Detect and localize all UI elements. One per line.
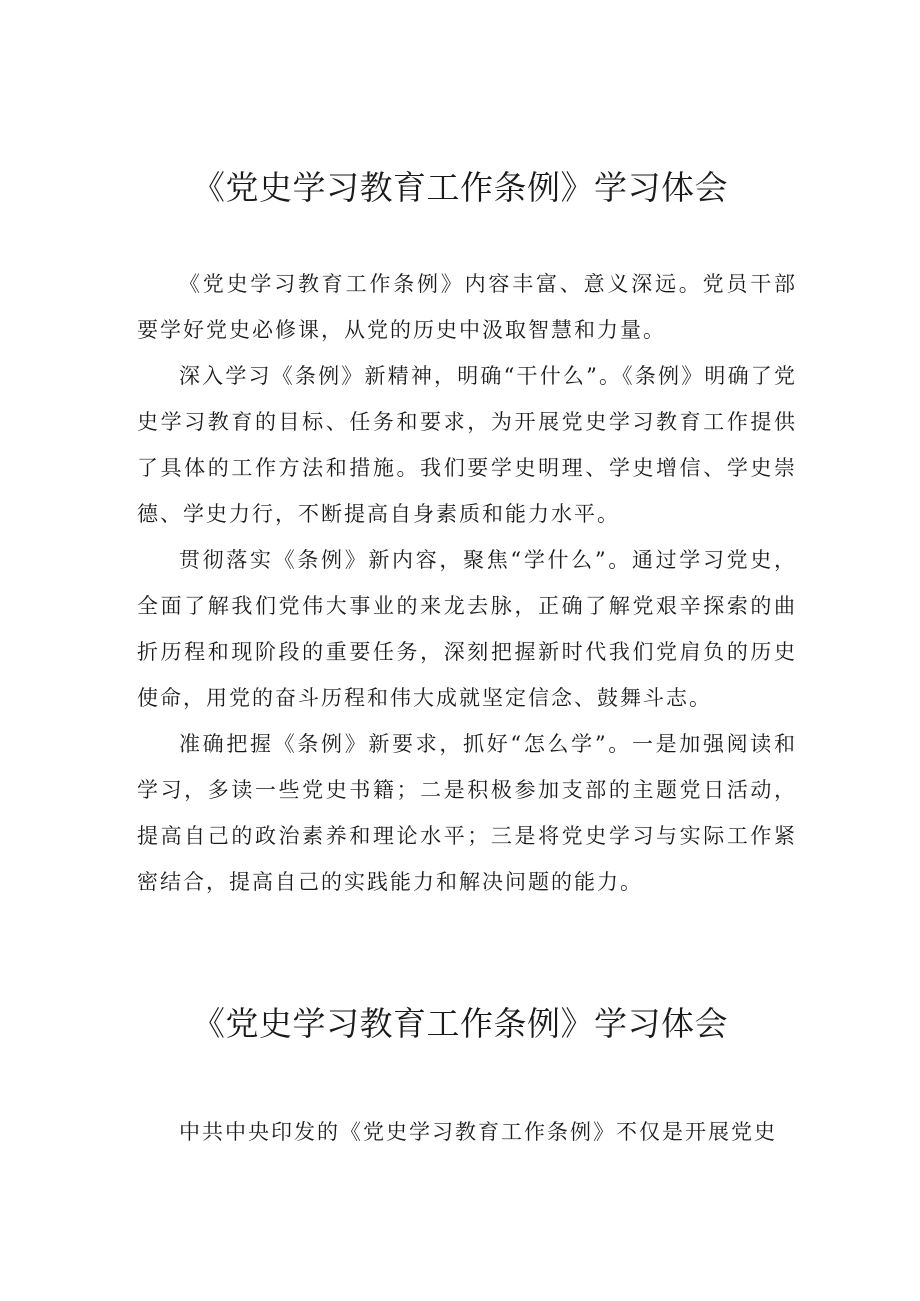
section-1-title: 《党史学习教育工作条例》学习体会 bbox=[192, 168, 728, 207]
section-2-title: 《党史学习教育工作条例》学习体会 bbox=[192, 1004, 728, 1043]
section-1-body bbox=[137, 261, 797, 905]
paragraph-intro: 《党史学习教育工作条例》内容丰富、意义深远。党员干部要学好党史必修课，从党的历史中汲取智慧和力量。 bbox=[137, 272, 797, 342]
section-2-body bbox=[137, 1109, 797, 1155]
paragraph-how-to-learn: 准确把握《条例》新要求，抓好“怎么学”。一是加强阅读和学习，多读一些党史书籍；二是积极参加支部的主题党日活动，提高自己的政治素养和理论水平；三是将党史学习与实际工作紧密结合，提高自己的实践能力和解决问题的能力。 bbox=[137, 732, 797, 894]
paragraph-what-to-learn: 贯彻落实《条例》新内容，聚焦“学什么”。通过学习党史，全面了解我们党伟大事业的来龙去脉，正确了解党艰辛探索的曲折历程和现阶段的重要任务，深刻把握新时代我们党肩负的历史使命，用党的奋斗历程和伟大成就坚定信念、鼓舞斗志。 bbox=[137, 548, 797, 710]
paragraph-section-2-intro: 中共中央印发的《党史学习教育工作条例》不仅是开展党史 bbox=[179, 1120, 777, 1144]
paragraph-what-to-do: 深入学习《条例》新精神，明确“干什么”。《条例》明确了党史学习教育的目标、任务和要求，为开展党史学习教育工作提供了具体的工作方法和措施。我们要学史明理、学史增信、学史崇德、学史力行，不断提高自身素质和能力水平。 bbox=[137, 364, 797, 526]
